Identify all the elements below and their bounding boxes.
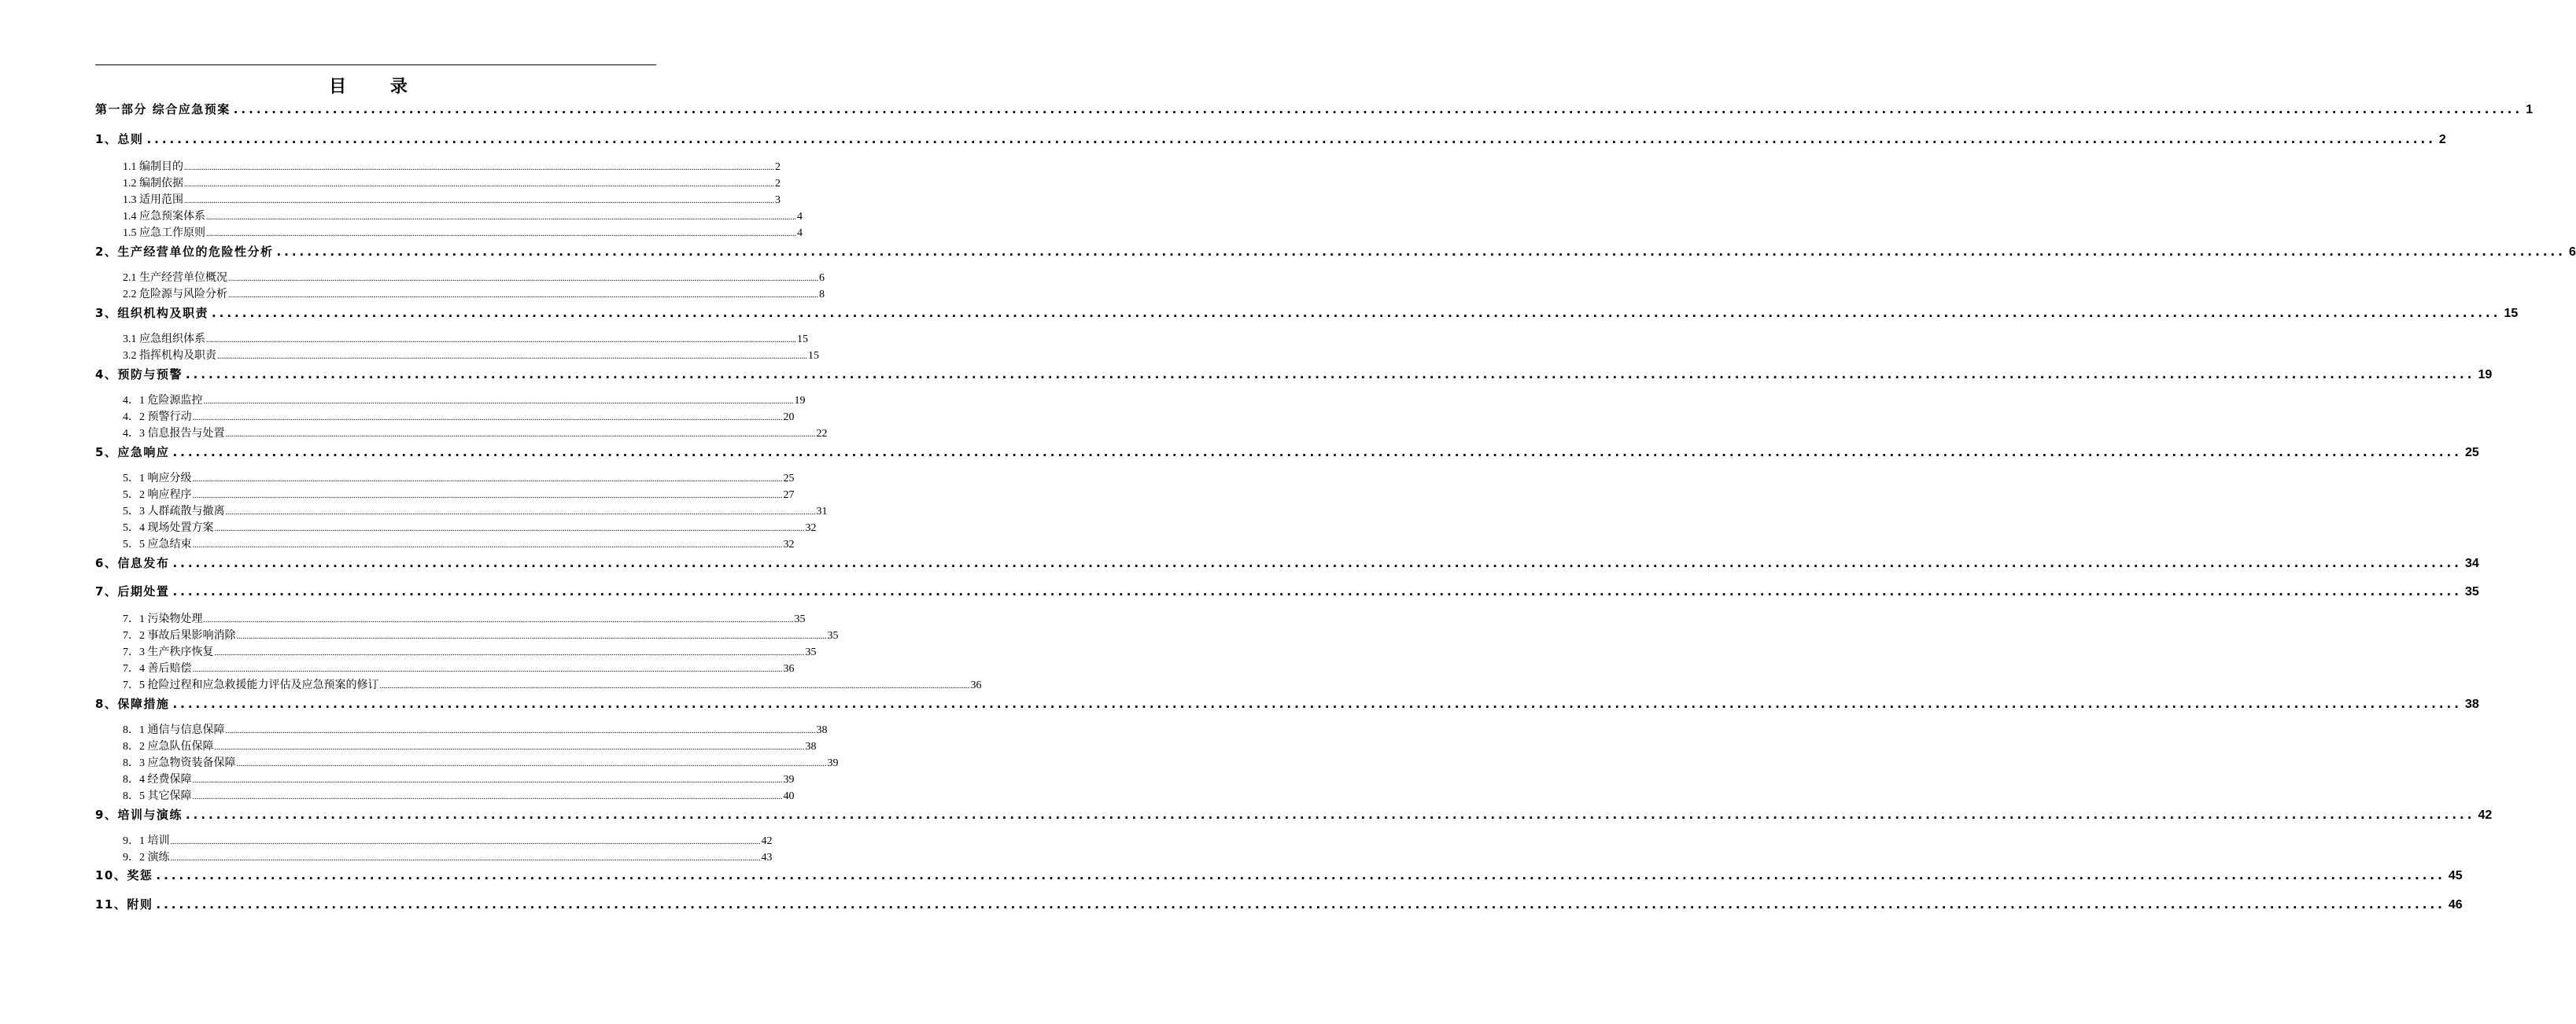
toc-chapter-entry[interactable] [95,695,2479,714]
toc-entry-label: 4．3 信息报告与处置 [123,428,225,440]
toc-entry-label: 1.3 适用范围 [123,194,183,206]
toc-section-entry[interactable] [123,738,817,753]
toc-dot-leader: ............................................................................................................................................................................................................................................................................................................ [236,760,827,768]
toc-entry-label: 4．2 预警行动 [123,411,192,423]
toc-page-number: 39 [827,757,839,769]
toc-entry-label: 7．2 事故后果影响消除 [123,630,236,642]
toc-page-number: 36 [970,680,982,691]
toc-entry-label: 2.2 危险源与风险分析 [123,289,227,300]
toc-page-number: 39 [783,774,795,786]
toc-entry-label: 9．2 演练 [123,852,170,864]
toc-entry-label: 2、生产经营单位的危险性分析 [95,245,274,259]
toc-entry-label: 7．1 污染物处理 [123,613,203,625]
toc-dot-leader: ............................................................................................................................................................................................................................................................................................................ [228,291,818,300]
toc-entry-label: 5．3 人群疏散与撤离 [123,506,225,518]
toc-dot-leader: ............................................................................................................................................................................................................................................................................................................ [203,616,794,624]
toc-page-number: 35 [805,646,817,658]
toc-entry-label: 7、后期处置 [95,584,170,599]
toc-dot-leader: ............................................................................................................................................................................................................................................................................................................ [192,541,783,550]
toc-page-number: 20 [783,411,795,423]
toc-page-number: 31 [816,506,828,518]
toc-page-number: 15 [2504,307,2519,320]
toc-page-number: 3 [775,194,781,206]
toc-page-number: 2 [775,161,781,173]
toc-chapter-entry[interactable] [95,806,2493,825]
toc-page-number: 8 [819,289,825,300]
toc-entry-label: 1.5 应急工作原则 [123,227,205,239]
toc-entry-label: 3.1 应急组织体系 [123,333,205,345]
toc-entry-label: 7．3 生产秩序恢复 [123,646,214,658]
toc-entry-label: 10、奖惩 [95,868,153,882]
toc-entry-label: 11、附则 [95,897,153,912]
toc-page-number: 35 [827,630,839,642]
toc-dot-leader: ............................................................................................................................................................................................................................................................................................................ [203,397,794,406]
toc-dot-leader: ............................................................................................................................................................................................................................................................................................................ [233,102,2523,116]
toc-entry-label: 9．1 培训 [123,835,170,847]
toc-dot-leader: ............................................................................................................................................................................................................................................................................................................ [225,727,816,735]
toc-dot-leader: ............................................................................................................................................................................................................................................................................................................ [192,665,783,674]
toc-page-number: 19 [794,395,806,407]
toc-entry-label: 第一部分 综合应急预案 [95,102,231,116]
toc-page-number: 38 [2464,698,2479,711]
toc-dot-leader: ............................................................................................................................................................................................................................................................................................................ [170,854,761,863]
toc-page-number: 38 [816,724,828,736]
toc-entry-label: 4．1 危险源监控 [123,395,203,407]
toc-section-entry[interactable] [123,191,781,207]
toc-page-number: 25 [2464,446,2479,459]
toc-chapter-entry[interactable] [95,896,2463,915]
toc-dot-leader: ............................................................................................................................................................................................................................................................................................................ [206,336,796,344]
toc-page-number: 2 [775,178,781,190]
toc-dot-leader: ............................................................................................................................................................................................................................................................................................................ [192,475,783,484]
toc-dot-leader: ............................................................................................................................................................................................................................................................................................................ [184,164,774,172]
toc-entry-label: 8．1 通信与信息保障 [123,724,225,736]
toc-page-number: 42 [2478,809,2493,822]
toc-entry-label: 5．1 响应分级 [123,473,192,484]
toc-dot-leader: ............................................................................................................................................................................................................................................................................................................ [379,682,970,691]
toc-entry-label: 1.1 编制目的 [123,161,183,173]
toc-page-number: 35 [794,613,806,625]
toc-section-entry[interactable] [123,849,773,864]
toc-dot-leader: ............................................................................................................................................................................................................................................................................................................ [156,868,2445,882]
toc-page-number: 32 [783,539,795,551]
toc-section-entry[interactable] [123,470,795,485]
toc-chapter-entry[interactable] [95,554,2479,573]
toc-chapter-entry[interactable] [95,583,2479,602]
toc-page-number: 45 [2448,869,2463,882]
toc-dot-leader: ............................................................................................................................................................................................................................................................................................................ [211,306,2501,320]
toc-entry-label: 1.4 应急预案体系 [123,211,205,223]
toc-entry-label: 3、组织机构及职责 [95,306,209,320]
toc-section-entry[interactable] [123,519,817,535]
toc-chapter-entry[interactable] [95,243,2576,262]
toc-chapter-entry[interactable] [95,366,2493,385]
toc-page-number: 43 [761,852,773,864]
toc-section-entry[interactable] [123,347,819,363]
toc-dot-leader: ............................................................................................................................................................................................................................................................................................................ [172,697,2462,711]
toc-dot-leader: ............................................................................................................................................................................................................................................................................................................ [170,838,761,846]
toc-dot-leader: ............................................................................................................................................................................................................................................................................................................ [228,274,818,283]
toc-entry-label: 3.2 指挥机构及职责 [123,350,216,362]
toc-title: 目 录 [329,77,426,97]
toc-dot-leader: ............................................................................................................................................................................................................................................................................................................ [225,508,816,517]
toc-page-number: 42 [761,835,773,847]
toc-section-entry[interactable] [123,660,795,676]
toc-entry-label: 2.1 生产经营单位概况 [123,272,227,284]
toc-dot-leader: ............................................................................................................................................................................................................................................................................................................ [214,743,805,752]
toc-dot-leader: ............................................................................................................................................................................................................................................................................................................ [206,213,796,222]
toc-section-entry[interactable] [123,536,795,551]
toc-dot-leader: ............................................................................................................................................................................................................................................................................................................ [192,414,783,422]
toc-dot-leader: ............................................................................................................................................................................................................................................................................................................ [192,793,783,801]
toc-section-entry[interactable] [123,771,795,786]
toc-page-number: 38 [805,741,817,753]
toc-page-number: 6 [2568,245,2576,259]
toc-page-number: 19 [2478,368,2493,381]
toc-section-entry[interactable] [123,610,806,626]
toc-section-entry[interactable] [123,721,828,737]
toc-section-entry[interactable] [123,330,808,346]
toc-section-entry[interactable] [123,676,982,692]
toc-page-number: 36 [783,663,795,675]
toc-section-entry[interactable] [123,224,803,240]
toc-page-number: 2 [2438,133,2446,146]
toc-dot-leader: ............................................................................................................................................................................................................................................................................................................ [184,197,774,205]
toc-section-entry[interactable] [123,392,806,407]
toc-page-number: 25 [783,473,795,484]
toc-section-entry[interactable] [123,175,781,190]
toc-dot-leader: ............................................................................................................................................................................................................................................................................................................ [185,808,2475,822]
toc-dot-leader: ............................................................................................................................................................................................................................................................................................................ [225,430,816,439]
toc-dot-leader: ............................................................................................................................................................................................................................................................................................................ [146,132,2436,146]
toc-entry-label: 7．4 善后赔偿 [123,663,192,675]
toc-page-number: 1 [2526,103,2534,116]
toc-chapter-entry[interactable] [95,867,2463,886]
toc-dot-leader: ............................................................................................................................................................................................................................................................................................................ [206,230,796,238]
header-rule [95,64,656,65]
toc-dot-leader: ............................................................................................................................................................................................................................................................................................................ [156,897,2445,912]
toc-section-entry[interactable] [123,158,781,174]
toc-entry-label: 8、保障措施 [95,697,170,711]
toc-dot-leader: ............................................................................................................................................................................................................................................................................................................ [172,584,2462,599]
toc-dot-leader: ............................................................................................................................................................................................................................................................................................................ [184,180,774,189]
toc-entry-label: 4、预防与预警 [95,367,183,381]
toc-page-number: 4 [797,211,803,223]
toc-chapter-entry[interactable] [95,101,2534,120]
toc-dot-leader: ............................................................................................................................................................................................................................................................................................................ [192,776,783,785]
toc-section-entry[interactable] [123,503,828,518]
toc-chapter-entry[interactable] [95,444,2479,462]
toc-dot-leader: ............................................................................................................................................................................................................................................................................................................ [214,525,805,533]
toc-dot-leader: ............................................................................................................................................................................................................................................................................................................ [236,632,827,641]
toc-section-entry[interactable] [123,486,795,502]
toc-section-entry[interactable] [123,408,795,424]
toc-page-number: 40 [783,790,795,802]
toc-entry-label: 5、应急响应 [95,445,170,459]
toc-dot-leader: ............................................................................................................................................................................................................................................................................................................ [192,492,783,500]
toc-entry-label: 8．5 其它保障 [123,790,192,802]
toc-page-number: 6 [819,272,825,284]
toc-page-number: 35 [2464,585,2479,599]
toc-page-number: 34 [2464,557,2479,570]
toc-page-number: 22 [816,428,828,440]
toc-entry-label: 8．2 应急队伍保障 [123,741,214,753]
toc-chapter-entry[interactable] [95,304,2519,323]
toc-section-entry[interactable] [123,627,839,643]
toc-section-entry[interactable] [123,269,825,285]
toc-dot-leader: ............................................................................................................................................................................................................................................................................................................ [172,445,2462,459]
toc-entry-label: 8．3 应急物资装备保障 [123,757,236,769]
toc-entry-label: 5．5 应急结束 [123,539,192,551]
toc-section-entry[interactable] [123,787,795,803]
toc-section-entry[interactable] [123,754,839,770]
toc-section-entry[interactable] [123,285,825,301]
toc-entry-label: 5．4 现场处置方案 [123,522,214,534]
toc-dot-leader: ............................................................................................................................................................................................................................................................................................................ [172,556,2462,570]
toc-page-number: 15 [797,333,808,345]
toc-entry-label: 1.2 编制依据 [123,178,183,190]
toc-entry-label: 5．2 响应程序 [123,489,192,501]
toc-page-number: 32 [805,522,817,534]
toc-dot-leader: ............................................................................................................................................................................................................................................................................................................ [214,649,805,657]
toc-section-entry[interactable] [123,643,817,659]
toc-section-entry[interactable] [123,425,828,440]
toc-dot-leader: ............................................................................................................................................................................................................................................................................................................ [185,367,2475,381]
toc-page-number: 46 [2448,898,2463,912]
toc-page-number: 4 [797,227,803,239]
toc-dot-leader: ............................................................................................................................................................................................................................................................................................................ [276,245,2566,259]
toc-entry-label: 6、信息发布 [95,556,170,570]
toc-entry-label: 8．4 经费保障 [123,774,192,786]
toc-entry-label: 9、培训与演练 [95,808,183,822]
toc-section-entry[interactable] [123,208,803,223]
toc-entry-label: 7．5 抢险过程和应急救援能力评估及应急预案的修订 [123,680,379,691]
toc-chapter-entry[interactable] [95,131,2446,149]
toc-dot-leader: ............................................................................................................................................................................................................................................................................................................ [217,352,807,361]
toc-page-number: 15 [808,350,819,362]
toc-entry-label: 1、总则 [95,132,144,146]
toc-page-number: 27 [783,489,795,501]
toc-section-entry[interactable] [123,832,773,848]
